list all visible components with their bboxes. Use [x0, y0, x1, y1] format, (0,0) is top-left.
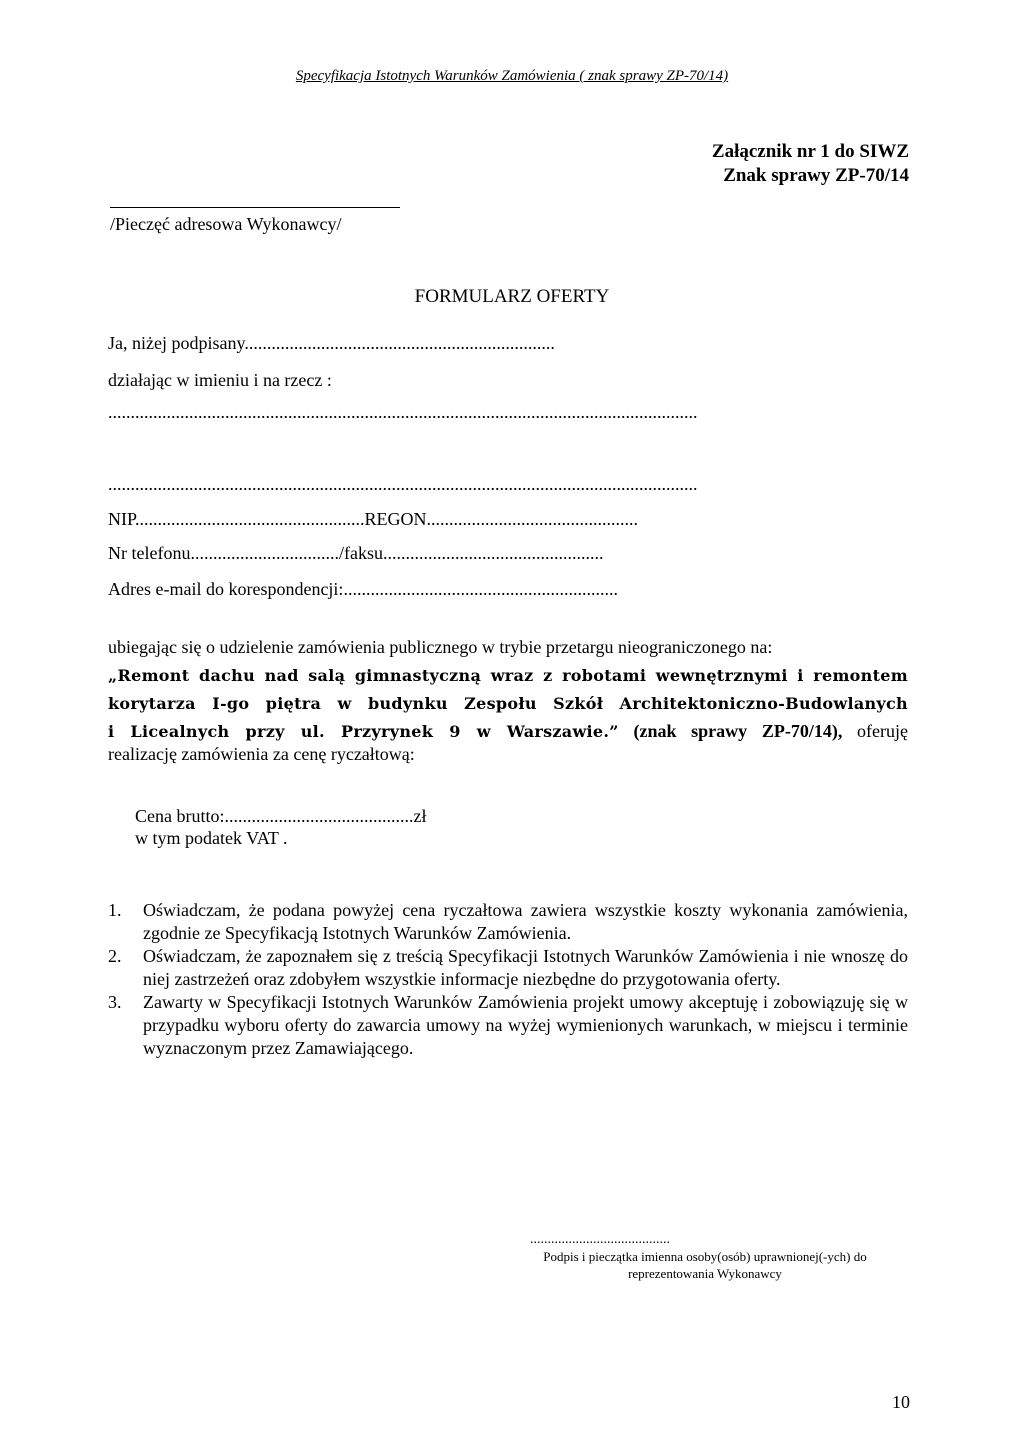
signed-field — [108, 333, 555, 354]
declarations-list — [108, 899, 908, 1060]
phone-label: Nr telefonu — [108, 543, 191, 563]
phone-fax-field — [108, 543, 603, 564]
subject-line-2: korytarza I-go piętra w budynku Zespołu Szkół Architektoniczno-Budowlanych — [108, 694, 908, 713]
page-number: 10 — [892, 1392, 910, 1412]
offer-paragraph — [108, 636, 908, 766]
dotted-line: ................................................................................................................................... — [108, 402, 698, 422]
phone-dots: ................................. — [190, 543, 339, 563]
fax-dots: ................................................. — [382, 543, 604, 563]
currency: zł — [413, 806, 427, 826]
subject-line-3 — [108, 720, 908, 743]
email-dots: ............................................................. — [343, 579, 618, 599]
subject-end: i Licealnych przy ul. Przyrynek 9 w Warszawie.” — [108, 722, 619, 741]
signed-dots: ..................................................................... — [244, 333, 555, 353]
document-header: Specyfikacja Istotnych Warunków Zamówienia ( znak sprawy ZP-70/14) — [295, 68, 729, 84]
stamp-line — [110, 207, 400, 208]
item-text: Oświadczam, że zapoznałem się z treścią Specyfikacji Istotnych Warunków Zamówienia i nie wnoszę do niej zastrzeżeń oraz zdobyłem wszystkie informacje niezbędne do przygotowania oferty. — [143, 946, 908, 989]
fax-label: /faksu — [338, 543, 383, 563]
nip-label: NIP — [108, 509, 136, 529]
signature-line: ........................................ — [530, 1232, 670, 1247]
signature-caption: Podpis i pieczątka imienna osoby(osób) uprawnionej(-ych) do reprezentowania Wykonawcy — [543, 1249, 867, 1281]
item-number: 2. — [108, 946, 122, 966]
signed-label: Ja, niżej podpisany — [108, 333, 245, 353]
list-item — [108, 945, 908, 991]
case-reference: (znak sprawy ZP-70/14), — [633, 721, 843, 741]
stamp-label: /Pieczęć adresowa Wykonawcy/ — [110, 214, 342, 234]
dotted-line: ................................................................................................................................... — [108, 474, 698, 494]
list-item — [108, 899, 908, 945]
item-number: 1. — [108, 900, 122, 920]
list-item — [108, 991, 908, 1060]
attachment-title: Załącznik nr 1 do SIWZ — [711, 141, 909, 162]
nip-dots: ................................................... — [135, 509, 365, 529]
email-label: Adres e-mail do korespondencji: — [108, 579, 344, 599]
acting-label: działając w imieniu i na rzecz : — [108, 370, 332, 390]
vat-label: w tym podatek VAT . — [135, 828, 288, 848]
item-text: Zawarty w Specyfikacji Istotnych Warunków Zamówienia projekt umowy akceptuję i zobowiązuję się w przypadku wyboru oferty do zawarcia umowy na wyżej wymienionych warunkach, w miejscu i terminie wyznaczonym przez Zamawiającego. — [143, 992, 908, 1058]
item-number: 3. — [108, 992, 122, 1012]
regon-label: REGON — [364, 509, 427, 529]
subject-line-1: „Remont dachu nad salą gimnastyczną wraz z robotami wewnętrznymi i remontem — [108, 666, 908, 685]
form-title: FORMULARZ OFERTY — [414, 286, 610, 307]
regon-dots: ............................................... — [426, 509, 639, 529]
gross-dots: .......................................... — [224, 806, 414, 826]
price-intro: realizację zamówienia za cenę ryczałtową: — [108, 744, 415, 764]
offer-word: oferuję — [857, 721, 908, 741]
gross-label: Cena brutto: — [135, 806, 225, 826]
case-number: Znak sprawy ZP-70/14 — [723, 165, 909, 186]
gross-price-field — [135, 806, 426, 827]
email-field — [108, 579, 618, 600]
attachment-block — [712, 140, 909, 188]
nip-regon-field — [108, 509, 638, 530]
item-text: Oświadczam, że podana powyżej cena ryczałtowa zawiera wszystkie koszty wykonania zamówienia, zgodnie ze Specyfikacją Istotnych Warunków Zamówienia. — [143, 900, 908, 943]
intro-line: ubiegając się o udzielenie zamówienia publicznego w trybie przetargu nieograniczonego na: — [108, 637, 773, 657]
